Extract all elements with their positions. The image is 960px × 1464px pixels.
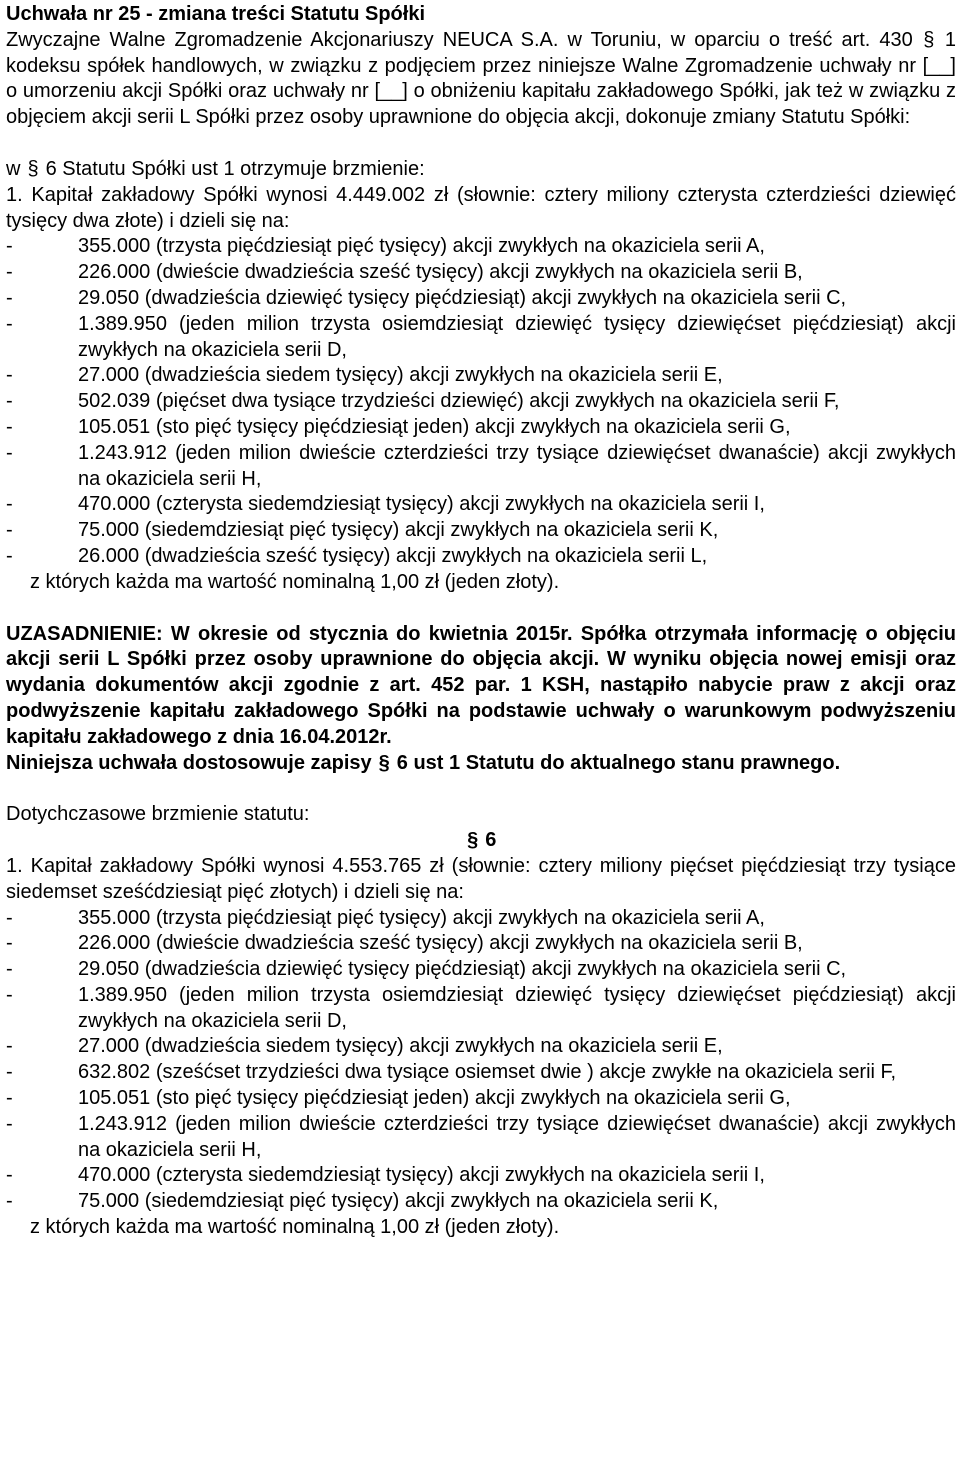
resolution-title: Uchwała nr 25 - zmiana treści Statutu Spółki — [6, 3, 426, 25]
list-item-text: 1.243.912 (jeden milion dwieście czterdzieści trzy tysiące dziewięćset dwanaście) akcji zwykłych na okaziciela serii H, — [78, 441, 956, 490]
list-item-text: 355.000 (trzysta pięćdziesiąt pięć tysięcy) akcji zwykłych na okaziciela serii A, — [78, 906, 765, 929]
list-item-text: 1.389.950 (jeden milion trzysta osiemdziesiąt dziewięć tysięcy dziewięćset pięćdziesiąt) akcji zwykłych na okaziciela serii D, — [78, 983, 956, 1032]
paragraph-sign-icon: § — [923, 28, 935, 51]
section-ref-text: 6 Statutu Spółki ust 1 otrzymuje brzmienie: — [45, 157, 425, 180]
list-item-text: 1.389.950 (jeden milion trzysta osiemdziesiąt dziewięć tysięcy dziewięćset pięćdziesiąt) akcji zwykłych na okaziciela serii D, — [78, 312, 956, 361]
list-item-text: 470.000 (czterysta siedemdziesiąt tysięcy) akcji zwykłych na okaziciela serii I, — [78, 493, 765, 516]
list-item-text: 226.000 (dwieście dwadzieścia sześć tysięcy) akcji zwykłych na okaziciela serii B, — [78, 932, 803, 955]
list-item: - 1.389.950 (jeden milion trzysta osiemdziesiąt dziewięć tysięcy dziewięćset pięćdziesiąt) akcji zwykłych na okaziciela serii D, — [6, 983, 956, 1032]
old-capital-statement: 1. Kapitał zakładowy Spółki wynosi 4.553.765 zł (słownie: cztery miliony pięćset pięćdziesiąt trzy tysiące siedemset sześćdziesiąt pięć złotych) i dzieli się na: — [6, 854, 956, 903]
paragraph-number: 6 — [485, 829, 497, 852]
list-item: - 1.243.912 (jeden milion dwieście czterdzieści trzy tysiące dziewięćset dwanaście) akcji zwykłych na okaziciela serii H, — [6, 1112, 956, 1161]
list-item-text: 75.000 (siedemdziesiąt pięć tysięcy) akcji zwykłych na okaziciela serii K, — [78, 519, 719, 542]
list-item: - 105.051 (sto pięć tysięcy pięćdziesiąt jeden) akcji zwykłych na okaziciela serii G, — [6, 415, 791, 438]
new-capital-statement: 1. Kapitał zakładowy Spółki wynosi 4.449.002 zł (słownie: cztery miliony czterysta czterdzieści dziewięć tysięcy dwa złote) i dzieli się na: — [6, 183, 956, 232]
list-item: - 226.000 (dwieście dwadzieścia sześć tysięcy) akcji zwykłych na okaziciela serii B, — [6, 932, 803, 955]
list-item: - 502.039 (pięćset dwa tysiące trzydzieści dziewięć) akcji zwykłych na okaziciela serii F, — [6, 390, 840, 413]
list-item-text: 355.000 (trzysta pięćdziesiąt pięć tysięcy) akcji zwykłych na okaziciela serii A, — [78, 235, 765, 258]
new-closing-line: z których każda ma wartość nominalną 1,00 zł (jeden złoty). — [30, 570, 560, 593]
list-item: - 226.000 (dwieście dwadzieścia sześć tysięcy) akcji zwykłych na okaziciela serii B, — [6, 261, 803, 284]
list-item-text: 1.243.912 (jeden milion dwieście czterdzieści trzy tysiące dziewięćset dwanaście) akcji zwykłych na okaziciela serii H, — [78, 1112, 956, 1161]
list-item-text: 29.050 (dwadzieścia dziewięć tysięcy pięćdziesiąt) akcji zwykłych na okaziciela serii C, — [78, 958, 847, 981]
list-item: - 632.802 (sześćset trzydzieści dwa tysiące osiemset dwie ) akcje zwykłe na okaziciela serii F, — [6, 1061, 897, 1084]
list-item-text: 470.000 (czterysta siedemdziesiąt tysięcy) akcji zwykłych na okaziciela serii I, — [78, 1164, 765, 1187]
spacer — [6, 596, 956, 622]
section-ref-prefix: w — [6, 157, 21, 180]
paragraph-sign-icon: § — [27, 157, 39, 180]
list-item-text: 632.802 (sześćset trzydzieści dwa tysiące osiemset dwie ) akcje zwykłe na okaziciela serii F, — [78, 1061, 897, 1084]
spacer — [6, 776, 956, 802]
list-item-text: 105.051 (sto pięć tysięcy pięćdziesiąt jeden) akcji zwykłych na okaziciela serii G, — [78, 415, 791, 438]
intro-text-part1: Zwyczajne Walne Zgromadzenie Akcjonariuszy NEUCA S.A. w Toruniu, w oparciu o treść art. 430 — [6, 28, 913, 51]
paragraph-sign-icon: § — [467, 829, 479, 852]
list-item: - 26.000 (dwadzieścia sześć tysięcy) akcji zwykłych na okaziciela serii L, — [6, 544, 708, 567]
list-item: - 355.000 (trzysta pięćdziesiąt pięć tysięcy) akcji zwykłych na okaziciela serii A, — [6, 906, 765, 929]
list-item: - 75.000 (siedemdziesiąt pięć tysięcy) akcji zwykłych na okaziciela serii K, — [6, 519, 719, 542]
list-item: - 29.050 (dwadzieścia dziewięć tysięcy pięćdziesiąt) akcji zwykłych na okaziciela serii C, — [6, 286, 847, 309]
list-item-text: 75.000 (siedemdziesiąt pięć tysięcy) akcji zwykłych na okaziciela serii K, — [78, 1190, 719, 1213]
list-item-text: 29.050 (dwadzieścia dziewięć tysięcy pięćdziesiąt) akcji zwykłych na okaziciela serii C, — [78, 286, 847, 309]
spacer — [6, 131, 956, 157]
list-item-text: 226.000 (dwieście dwadzieścia sześć tysięcy) akcji zwykłych na okaziciela serii B, — [78, 261, 803, 284]
list-item-text: 105.051 (sto pięć tysięcy pięćdziesiąt jeden) akcji zwykłych na okaziciela serii G, — [78, 1087, 791, 1110]
list-item-text: 27.000 (dwadzieścia siedem tysięcy) akcji zwykłych na okaziciela serii E, — [78, 364, 723, 387]
list-item: - 105.051 (sto pięć tysięcy pięćdziesiąt jeden) akcji zwykłych na okaziciela serii G, — [6, 1087, 791, 1110]
list-item: - 27.000 (dwadzieścia siedem tysięcy) akcji zwykłych na okaziciela serii E, — [6, 1035, 723, 1058]
list-item: - 1.389.950 (jeden milion trzysta osiemdziesiąt dziewięć tysięcy dziewięćset pięćdziesiąt) akcji zwykłych na okaziciela serii D, — [6, 312, 956, 361]
old-closing-line: z których każda ma wartość nominalną 1,00 zł (jeden złoty). — [30, 1216, 560, 1239]
adaptation-suffix: 6 ust 1 Statutu do aktualnego stanu prawnego. — [396, 751, 841, 774]
justification-paragraph: UZASADNIENIE: W okresie od stycznia do kwietnia 2015r. Spółka otrzymała informację o objęciu akcji serii L Spółki przez osoby uprawnione do objęcia akcji. W wyniku objęcia nowej emisji oraz wydania dokumentów akcji zgodnie z art. 452 par. 1 KSH, nastąpiło nabycie praw z akcji oraz podwyższenie kapitału zakładowego Spółki na podstawie uchwały o warunkowym podwyższeniu kapitału zakładowego z dnia 16.04.2012r. — [6, 622, 956, 748]
list-item: - 27.000 (dwadzieścia siedem tysięcy) akcji zwykłych na okaziciela serii E, — [6, 364, 723, 387]
adaptation-prefix: Niniejsza uchwała dostosowuje zapisy — [6, 751, 372, 774]
list-item: - 355.000 (trzysta pięćdziesiąt pięć tysięcy) akcji zwykłych na okaziciela serii A, — [6, 235, 765, 258]
old-text-heading: Dotychczasowe brzmienie statutu: — [6, 803, 310, 826]
intro-paragraph — [6, 28, 956, 131]
paragraph-sign-icon: § — [378, 751, 390, 774]
list-item-text: 27.000 (dwadzieścia siedem tysięcy) akcji zwykłych na okaziciela serii E, — [78, 1035, 723, 1058]
list-item-text: 502.039 (pięćset dwa tysiące trzydzieści dziewięć) akcji zwykłych na okaziciela serii F, — [78, 390, 840, 413]
old-paragraph-number — [6, 828, 956, 854]
list-item: - 1.243.912 (jeden milion dwieście czterdzieści trzy tysiące dziewięćset dwanaście) akcji zwykłych na okaziciela serii H, — [6, 441, 956, 490]
old-share-list — [6, 906, 956, 1216]
list-item: - 75.000 (siedemdziesiąt pięć tysięcy) akcji zwykłych na okaziciela serii K, — [6, 1190, 719, 1213]
list-item-text: 26.000 (dwadzieścia sześć tysięcy) akcji zwykłych na okaziciela serii L, — [78, 544, 708, 567]
list-item: - 470.000 (czterysta siedemdziesiąt tysięcy) akcji zwykłych na okaziciela serii I, — [6, 493, 765, 516]
section-reference — [6, 157, 956, 183]
list-item: - 470.000 (czterysta siedemdziesiąt tysięcy) akcji zwykłych na okaziciela serii I, — [6, 1164, 765, 1187]
adaptation-paragraph — [6, 751, 956, 777]
new-share-list — [6, 234, 956, 569]
intro-text-part2: 1 kodeksu spółek handlowych, w związku z podjęciem przez niniejsze Walne Zgromadzenie uchwały nr [__] o umorzeniu akcji Spółki oraz uchwały nr [__] o obniżeniu kapitału zakładowego Spółki, jak też w związku z objęciem akcji serii L Spółki przez osoby uprawnione do objęcia akcji, dokonuje zmiany Statutu Spółki: — [6, 28, 956, 129]
list-item: - 29.050 (dwadzieścia dziewięć tysięcy pięćdziesiąt) akcji zwykłych na okaziciela serii C, — [6, 958, 847, 981]
